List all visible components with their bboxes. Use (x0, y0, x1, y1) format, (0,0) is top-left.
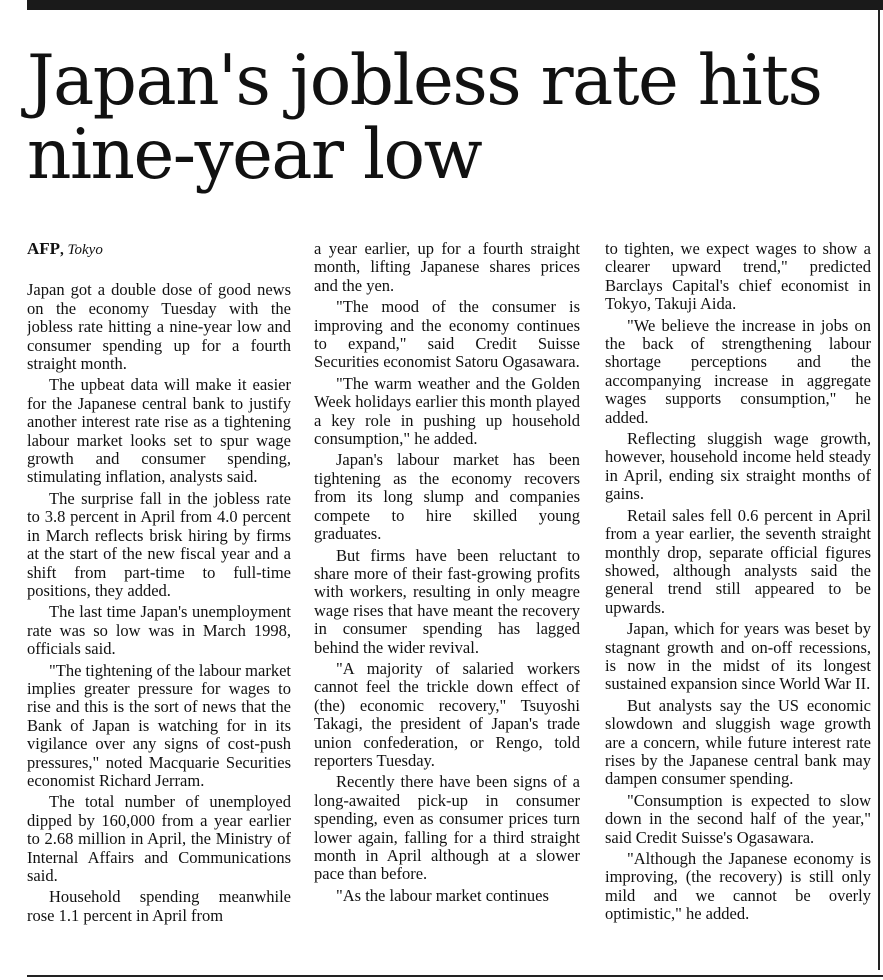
paragraph: a year earlier, up for a fourth straight month, lifting Japanese shares prices and the yen. (314, 240, 580, 295)
paragraph: "A majority of salaried workers cannot feel the trickle down effect of (the) economic recovery," Tsuyoshi Takagi, the president of Japan's trade union confederation, or Rengo, told reporters Tuesday. (314, 658, 580, 770)
byline-location: Tokyo (67, 242, 103, 258)
paragraph: "Although the Japanese economy is improving, (the recovery) is still only mild and we cannot be overly optimistic," he added. (605, 849, 871, 924)
paragraph: The last time Japan's unemployment rate was so low was in March 1998, officials said. (27, 602, 291, 659)
paragraph: But firms have been reluctant to share more of their fast-growing profits with workers, resulting in only meagre wage rises that have meant the recovery in consumer spending has lagged behind the wider revival. (314, 545, 580, 657)
right-column-rule (878, 10, 880, 970)
paragraph: But analysts say the US economic slowdown and sluggish wage growth are a concern, while future interest rate rises by the Japanese central bank may dampen consumer spending. (605, 695, 871, 789)
article-column-2 (314, 240, 580, 960)
byline: AFP, Tokyo (27, 240, 103, 258)
paragraph: "The warm weather and the Golden Week holidays earlier this month played a key role in pushing up household consumption," he added. (314, 373, 580, 449)
paragraph: "We believe the increase in jobs on the back of strengthening labour shortage perceptions and the accompanying increase in aggregate wages supports consumption," he added. (605, 315, 871, 427)
paragraph: Japan got a double dose of good news on the economy Tuesday with the jobless rate hitting a nine-year low and consumer spending up for a fourth straight month. (27, 280, 291, 374)
paragraph: "The tightening of the labour market implies greater pressure for wages to rise and this is the sort of news that the Bank of Japan is watching for in its vigilance over any signs of cost-push pressures," noted Macquarie Securities economist Richard Jerram. (27, 660, 291, 790)
paragraph: "The mood of the consumer is improving and the economy continues to expand," said Credit Suisse Securities economist Satoru Ogasawara. (314, 297, 580, 372)
paragraph: Retail sales fell 0.6 percent in April from a year earlier, the seventh straight monthly drop, separate official figures showed, although analysts said the general trend still appeared to be upwards. (605, 505, 871, 617)
paragraph: The total number of unemployed dipped by 160,000 from a year earlier to 2.68 million in April, the Ministry of Internal Affairs and Communications said. (27, 792, 291, 885)
bottom-rule (27, 975, 883, 977)
paragraph: Japan's labour market has been tightening as the economy recovers from its long slump and companies compete to hire skilled young graduates. (314, 450, 580, 544)
article-column-3 (605, 240, 871, 960)
headline: Japan's jobless rate hits nine-year low (27, 41, 822, 195)
paragraph: "Consumption is expected to slow down in the second half of the year," said Credit Suisse's Ogasawara. (605, 790, 871, 847)
paragraph: Recently there have been signs of a long-awaited pick-up in consumer spending, even as consumer prices turn lower again, falling for a third straight month in April although at a slower pace than before. (314, 772, 580, 884)
paragraph: The upbeat data will make it easier for the Japanese central bank to justify another interest rate rise as a tightening labour market looks set to spur wage growth and consumer spending, stimulating inflation, analysts said. (27, 375, 291, 487)
paragraph: The surprise fall in the jobless rate to 3.8 percent in April from 4.0 percent in March reflects brisk hiring by firms at the start of the new fiscal year and a shift from part-time to full-time positions, they added. (27, 488, 291, 600)
paragraph: to tighten, we expect wages to show a clearer upward trend," predicted Barclays Capital's chief economist in Tokyo, Takuji Aida. (605, 240, 871, 314)
byline-agency: AFP (27, 240, 61, 258)
paragraph: "As the labour market continues (336, 885, 549, 905)
article-column-1 (27, 240, 291, 960)
top-rule (27, 0, 883, 10)
paragraph: Household spending meanwhile rose 1.1 percent in April from (27, 887, 291, 925)
paragraph: Japan, which for years was beset by stagnant growth and on-off recessions, is now in the midst of its longest sustained expansion since World War II. (605, 619, 871, 694)
paragraph: Reflecting sluggish wage growth, however, household income held steady in April, ending six straight months of gains. (605, 429, 871, 504)
